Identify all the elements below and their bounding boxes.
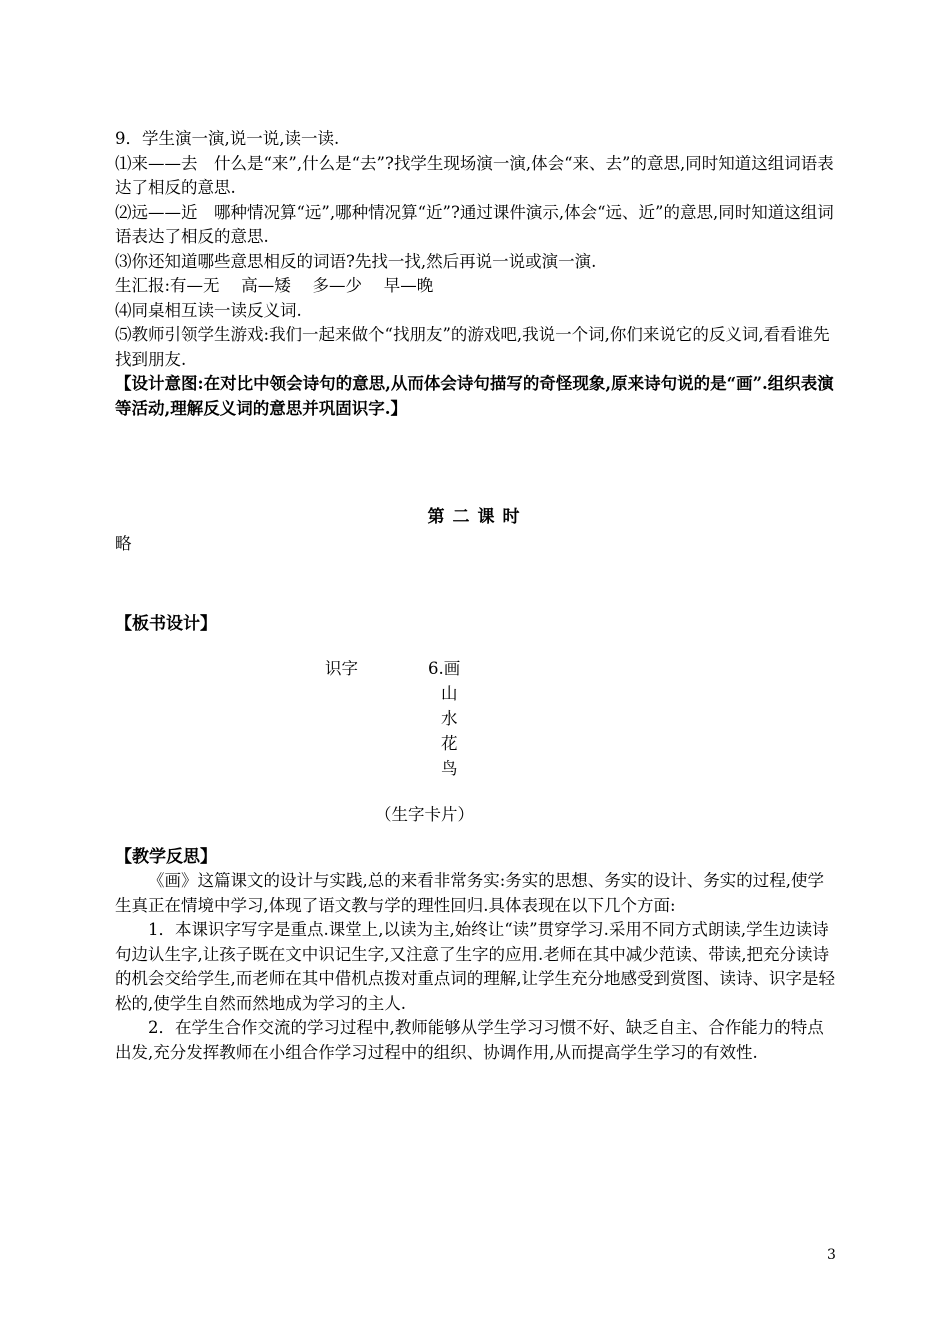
- activity-step-4: ⑷同桌相互读一读反义词.: [115, 300, 302, 320]
- board-title: 6.画: [428, 658, 461, 678]
- activity-step-3: ⑶你还知道哪些意思相反的词语?先找一找,然后再说一说或演一演.: [115, 251, 597, 271]
- activity-step-5: ⑸教师引领学生游戏:我们一起来做个“找朋友”的游戏吧,我说一个词,你们来说它的反义词,看看谁先找到朋友.: [115, 325, 830, 369]
- board-char-flower: 花: [441, 733, 458, 753]
- activity-step-2: ⑵远——近 哪种情况算“远”,哪种情况算“近”?通过课件演示,体会“远、近”的意思,同时知道这组词语表达了相反的意思.: [115, 202, 834, 246]
- board-design: [115, 657, 840, 827]
- student-report: 生汇报:有—无 高—矮 多—少 早—晚: [115, 276, 434, 295]
- board-char-water: 水: [441, 708, 458, 728]
- board-note: （生字卡片）: [375, 804, 474, 824]
- reflection-paragraph-2: 1．本课识字写字是重点.课堂上,以读为主,始终让“读”贯穿学习.采用不同方式朗读,学生边读诗句边认生字,让孩子既在文中识记生字,又注意了生字的应用.老师在其中减少范读、带读,把充分读诗的机会交给学生,而老师在其中借机点拨对重点词的理解,让学生充分地感受到赏图、读诗、识字是轻松的,使学生自然而然地成为学习的主人.: [115, 920, 835, 1013]
- board-design-heading: 【板书设计】: [115, 614, 217, 634]
- second-lesson-body: 略: [115, 533, 132, 553]
- page-content: [115, 127, 840, 1065]
- reflection-paragraph-3: 2．在学生合作交流的学习过程中,教师能够从学生学习习惯不好、缺乏自主、合作能力的特点出发,充分发挥教师在小组合作学习过程中的组织、协调作用,从而提高学生学习的有效性.: [115, 1018, 824, 1062]
- reflection-heading: 【教学反思】: [115, 846, 217, 867]
- activity-heading: 9．学生演一演,说一说,读一读.: [115, 129, 340, 148]
- reflection-paragraph-1: 《画》这篇课文的设计与实践,总的来看非常务实:务实的思想、务实的设计、务实的过程,使学生真正在情境中学习,体现了语文教与学的理性回归.具体表现在以下几个方面:: [115, 871, 825, 915]
- page-number: 3: [827, 1247, 836, 1263]
- second-lesson-title: 第二课时: [427, 507, 528, 527]
- board-char-bird: 鸟: [441, 758, 458, 778]
- design-intent: 【设计意图:在对比中领会诗句的意思,从而体会诗句描写的奇怪现象,原来诗句说的是“画”.组织表演等活动,理解反义词的意思并巩固识字.】: [115, 374, 834, 418]
- activity-step-1: ⑴来——去 什么是“来”,什么是“去”?找学生现场演一演,体会“来、去”的意思,同时知道这组词语表达了相反的意思.: [115, 153, 834, 197]
- board-char-mountain: 山: [441, 683, 458, 703]
- board-label: 识字: [325, 658, 358, 678]
